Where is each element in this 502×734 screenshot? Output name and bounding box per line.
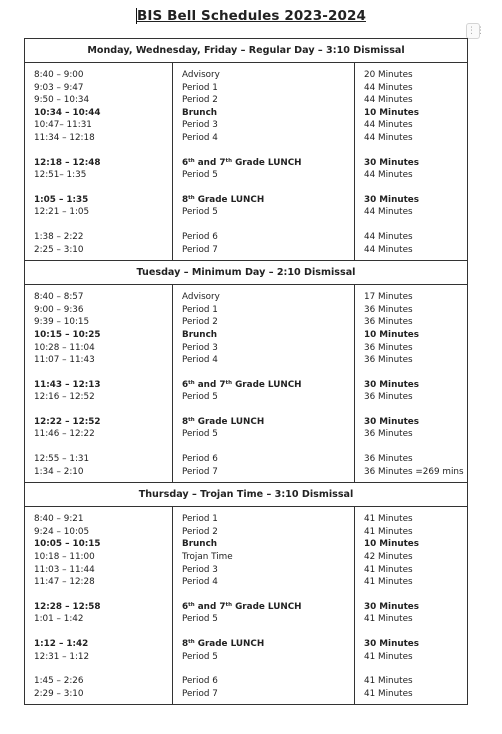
schedule-body xyxy=(25,63,468,261)
table-handle-icon[interactable]: ⋮⋮ xyxy=(466,23,480,39)
bell-schedule-table xyxy=(24,38,468,705)
lunch-label: 8th Grade LUNCH xyxy=(182,639,265,649)
schedule-body xyxy=(25,285,468,483)
schedule-header: Tuesday – Minimum Day – 2:10 Dismissal xyxy=(25,261,468,285)
schedule-body xyxy=(25,507,468,705)
lunch-label: 6th and 7th Grade LUNCH xyxy=(182,379,302,390)
times-column: 8:40 – 8:57 9:00 – 9:36 9:39 – 10:15 10:15 – 10:25 10:28 – 11:04 11:07 – 11:43 11:43 – 12:13 12:16 – 12:52 12:22 – 12:52 11:46 – 12:22 12:55 – 1:31 1:34 – 2:10 xyxy=(25,285,173,483)
page-title: BIS Bell Schedules 2023-2024 xyxy=(137,8,366,24)
schedule-header: Monday, Wednesday, Friday – Regular Day – 3:10 Dismissal xyxy=(25,39,468,63)
lunch-label: 8th Grade LUNCH xyxy=(182,416,265,427)
schedule-header: Thursday – Trojan Time – 3:10 Dismissal xyxy=(25,483,468,507)
minutes-column: 20 Minutes 44 Minutes 44 Minutes 10 Minutes 44 Minutes 44 Minutes 30 Minutes 44 Minutes 30 Minutes 44 Minutes 44 Minutes 44 Minutes xyxy=(355,63,468,261)
minutes-column: 17 Minutes 36 Minutes 36 Minutes 10 Minutes 36 Minutes 36 Minutes 30 Minutes 36 Minutes 30 Minutes 36 Minutes 36 Minutes 36 Minutes =269 mins xyxy=(355,285,468,483)
minutes-column: 41 Minutes 41 Minutes 10 Minutes 42 Minutes 41 Minutes 41 Minutes 30 Minutes 41 Minutes 30 Minutes 41 Minutes 41 Minutes 41 Minutes xyxy=(355,507,468,705)
periods-column: Advisory Period 1 Period 2 Brunch Period 3 Period 4 6th and 7th Grade LUNCH Period 5 8th Grade LUNCH Period 5 Period 6 Period 7 xyxy=(173,63,355,261)
times-column: 8:40 – 9:00 9:03 – 9:47 9:50 – 10:34 10:34 – 10:44 10:47– 11:31 11:34 – 12:18 12:18 – 12:48 12:51– 1:35 1:05 – 1:35 12:21 – 1:05 1:38 – 2:22 2:25 – 3:10 xyxy=(25,63,173,261)
times-column: 8:40 – 9:21 9:24 – 10:05 10:05 – 10:15 10:18 – 11:00 11:03 – 11:44 11:47 – 12:28 12:28 – 12:58 1:01 – 1:42 1:12 – 1:42 12:31 – 1:12 1:45 – 2:26 2:29 – 3:10 xyxy=(25,507,173,705)
periods-column: Period 1 Period 2 Brunch Trojan Time Period 3 Period 4 6th and 7th Grade LUNCH Period 5 8th Grade LUNCH Period 5 Period 6 Period 7 xyxy=(173,507,355,705)
lunch-label: 8th Grade LUNCH xyxy=(182,194,265,205)
lunch-label: 6th and 7th Grade LUNCH xyxy=(182,157,302,168)
lunch-label: 6th and 7th Grade LUNCH xyxy=(182,601,302,612)
periods-column: Advisory Period 1 Period 2 Brunch Period 3 Period 4 6th and 7th Grade LUNCH Period 5 8th Grade LUNCH Period 5 Period 6 Period 7 xyxy=(173,285,355,483)
